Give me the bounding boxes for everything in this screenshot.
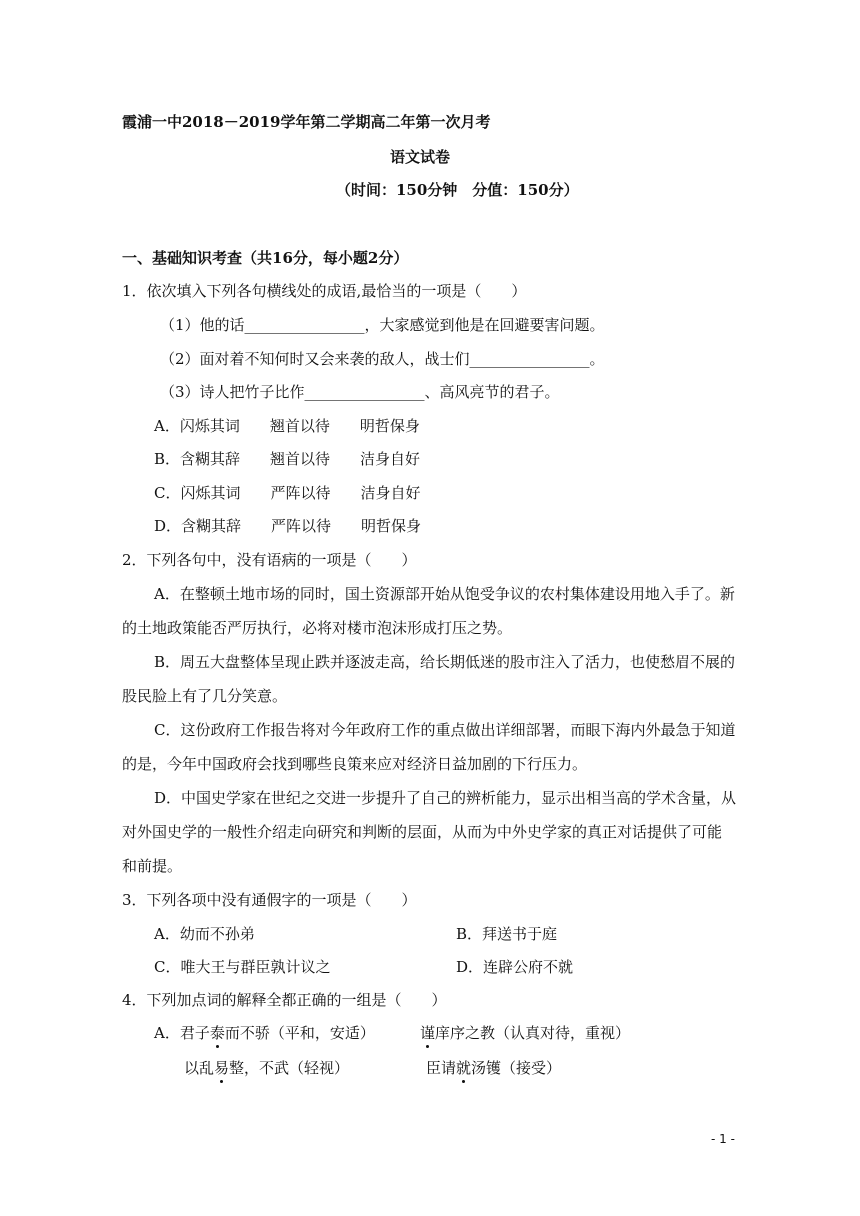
q4-b-prefix-2: 臣请 [426, 1059, 457, 1077]
q3-option-c: C．唯大王与群臣孰计议之 [154, 958, 331, 976]
q2-option-b-line1: B．周五大盘整体呈现止跌并逐波走高，给长期低迷的股市注入了活力，也使愁眉不展的 [154, 653, 736, 671]
q3-option-b: B．拜送书于庭 [456, 925, 558, 943]
q4-stem: 4．下列加点词的解释全都正确的一组是（ ） [122, 991, 447, 1009]
q2-option-d-line3: 和前提。 [122, 857, 183, 875]
q1-sentence-2: （2）面对着不知何时又会来袭的敌人，战士们________________。 [160, 350, 605, 368]
q4-b-dotted-word-2: 就 [456, 1059, 472, 1077]
q2-option-d-line1: D．中国史学家在世纪之交进一步提升了自己的辨析能力，显示出相当高的学术含量，从 [154, 789, 737, 807]
q2-option-b-line2: 股民脸上有了几分笑意。 [122, 687, 288, 705]
q1-sentence-1: （1）他的话________________，大家感觉到他是在回避要害问题。 [160, 316, 605, 334]
q1-option-b: B．含糊其辞 翘首以待 洁身自好 [154, 450, 421, 468]
q2-option-a-line1: A．在整顿土地市场的同时，国土资源部开始从饱受争议的农村集体建设用地入手了。新 [154, 585, 735, 603]
q2-option-d-line2: 对外国史学的一般性介绍走向研究和判断的层面，从而为中外史学家的真正对话提供了可能 [122, 823, 723, 841]
page-number: - 1 - [711, 1132, 735, 1146]
q4-a-gloss-2: 庠序之教（认真对待，重视） [435, 1024, 631, 1042]
q4-b-prefix: 以乱 [184, 1059, 215, 1077]
q4-a-gloss-1: 而不骄（平和，安适） [224, 1024, 375, 1042]
q1-stem: 1．依次填入下列各句横线处的成语,最恰当的一项是（ ） [122, 282, 527, 300]
q3-option-a: A．幼而不孙弟 [154, 925, 255, 943]
q4-option-a-part4 [426, 1058, 561, 1078]
q4-a-prefix: A．君子 [154, 1024, 210, 1042]
q1-option-d: D．含糊其辞 严阵以待 明哲保身 [154, 517, 422, 535]
q4-option-a-part1 [154, 1023, 375, 1043]
q1-option-c: C．闪烁其词 严阵以待 洁身自好 [154, 484, 421, 502]
section-heading: 一、基础知识考查（共16分，每小题2分） [122, 249, 409, 267]
q4-b-dotted-word-1: 易 [214, 1059, 230, 1077]
q4-option-a-part2 [420, 1023, 630, 1043]
q4-a-dotted-word-1: 泰 [209, 1024, 225, 1042]
q2-stem: 2．下列各句中，没有语病的一项是（ ） [122, 551, 417, 569]
q1-sentence-3: （3）诗人把竹子比作________________、高风亮节的君子。 [160, 383, 560, 401]
q3-option-d: D．连辟公府不就 [456, 958, 574, 976]
q2-option-c-line2: 的是，今年中国政府会找到哪些良策来应对经济日益加剧的下行压力。 [122, 755, 588, 773]
subject-title: 语文试卷 [390, 148, 451, 166]
q4-a-dotted-word-2: 谨 [420, 1024, 436, 1042]
q2-option-a-line2: 的土地政策能否严厉执行，必将对楼市泡沫形成打压之势。 [122, 619, 513, 637]
exam-title: 霞浦一中2018－2019学年第二学期高二年第一次月考 [122, 113, 491, 131]
q4-option-a-part3 [184, 1058, 349, 1078]
q4-b-gloss-1: 整，不武（轻视） [229, 1059, 350, 1077]
q4-b-gloss-2: 汤镬（接受） [471, 1059, 562, 1077]
exam-info: （时间：150分钟 分值：150分） [336, 181, 579, 199]
q1-option-a: A．闪烁其词 翘首以待 明哲保身 [154, 417, 420, 435]
q3-stem: 3．下列各项中没有通假字的一项是（ ） [122, 891, 417, 909]
q2-option-c-line1: C．这份政府工作报告将对今年政府工作的重点做出详细部署，而眼下海内外最急于知道 [154, 721, 736, 739]
